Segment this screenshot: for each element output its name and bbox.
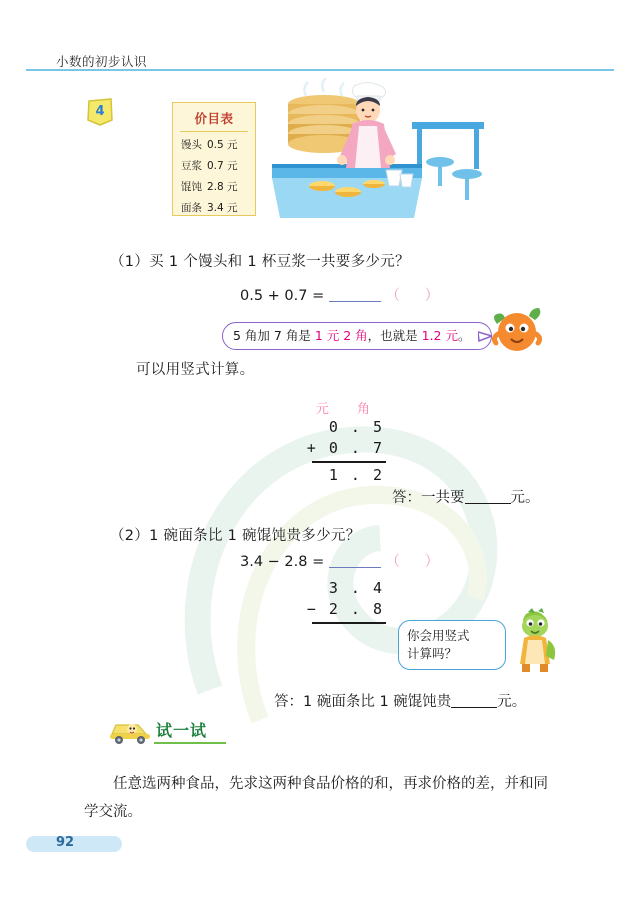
price-item-name: 面条: [181, 202, 202, 214]
tryit-underline: [154, 742, 226, 744]
car-character-icon: [108, 716, 154, 744]
hint-bubble-one-text: [223, 323, 491, 348]
tryit-body: 任意选两种食品，先求这两种食品价格的和，再求价格的差，并和同学交流。: [84, 776, 548, 820]
hint-bubble-one: [222, 322, 492, 350]
part1-calc-rule: [312, 461, 386, 463]
price-item-value: 2.8 元: [207, 181, 238, 193]
price-row: [181, 158, 255, 173]
part2-answer-blank[interactable]: [329, 553, 381, 568]
price-list-card: [172, 102, 256, 216]
svg-text:4: 4: [95, 104, 105, 119]
hint-mid: ，也就是: [367, 328, 422, 343]
part1-question: （1）买 1 个馒头和 1 杯豆浆一共要多少元？: [110, 254, 410, 270]
part1-answer-line: [392, 486, 540, 507]
hint-highlight-two: 1.2 元: [421, 328, 458, 343]
price-item-value: 0.7 元: [207, 160, 238, 172]
hint-bubble-two: [398, 620, 506, 670]
part1-unit-paren[interactable]: （ ）: [385, 288, 450, 304]
hint-bubble-two-line1: 你会用竖式: [407, 628, 470, 643]
problem-number-badge: [86, 96, 114, 126]
part1-addend-two: + 0 . 7: [306, 439, 384, 457]
price-item-value: 3.4 元: [207, 202, 238, 214]
part1-equation-line: [240, 284, 449, 305]
orange-character-icon: [489, 304, 545, 354]
part1-answer-fill[interactable]: [465, 490, 511, 504]
page-header: [0, 52, 639, 74]
part2-calc-rule: [312, 622, 386, 624]
part1-sum: 1 . 2: [328, 465, 384, 484]
page-title: 小数的初步认识: [56, 54, 148, 69]
price-row: [181, 137, 255, 152]
price-item-name: 馒头: [181, 139, 202, 151]
dragon-character-icon: [508, 608, 560, 674]
part1-addend-one: 0 . 5: [328, 418, 384, 436]
hint-bubble-two-line2: 计算吗？: [407, 646, 458, 661]
part2-answer-line: [274, 690, 526, 711]
part2-vertical-calculation: [278, 578, 388, 626]
price-list-divider: [180, 131, 248, 132]
page-footer: [26, 836, 614, 852]
part1-note: 可以用竖式计算。: [136, 362, 255, 378]
price-item-name: 豆浆: [181, 160, 202, 172]
part1-answer-blank[interactable]: [329, 287, 381, 302]
price-row: [181, 200, 255, 215]
part2-equation: 3.4 − 2.8 =: [240, 554, 325, 570]
part2-subtrahend: − 2 . 8: [306, 600, 384, 618]
part2-unit-paren[interactable]: （ ）: [385, 554, 450, 570]
part1-answer-suffix: 元。: [510, 490, 540, 506]
part1-equation: 0.5 + 0.7 =: [240, 288, 325, 304]
part1-answer-prefix: 答：一共要: [392, 490, 465, 506]
part2-question: （2）1 碗面条比 1 碗馄饨贵多少元？: [110, 528, 361, 544]
hint-bubble-two-text: [399, 621, 505, 663]
part2-answer-fill[interactable]: [451, 694, 497, 708]
part2-answer-prefix: 答：1 碗面条比 1 碗馄饨贵: [274, 694, 452, 710]
part1-vertical-calculation: [278, 398, 388, 486]
price-row: [181, 179, 255, 194]
kitchen-scene-illustration: [262, 78, 492, 223]
hint-prefix: 5 角加 7 角是: [233, 328, 315, 343]
part2-equation-line: [240, 550, 449, 571]
page-number: 92: [56, 835, 75, 850]
price-item-name: 馄饨: [181, 181, 202, 193]
price-item-value: 0.5 元: [207, 139, 238, 151]
hint-highlight-one: 1 元 2 角: [314, 328, 368, 343]
part1-unit-header: 元 角: [315, 402, 382, 417]
part2-minuend: 3 . 4: [328, 579, 384, 597]
hint-suffix: 。: [457, 328, 471, 343]
tryit-label: 试一试: [156, 721, 208, 740]
price-list-title: 价目表: [194, 111, 234, 126]
part2-answer-suffix: 元。: [497, 694, 527, 710]
header-divider: [26, 69, 614, 71]
